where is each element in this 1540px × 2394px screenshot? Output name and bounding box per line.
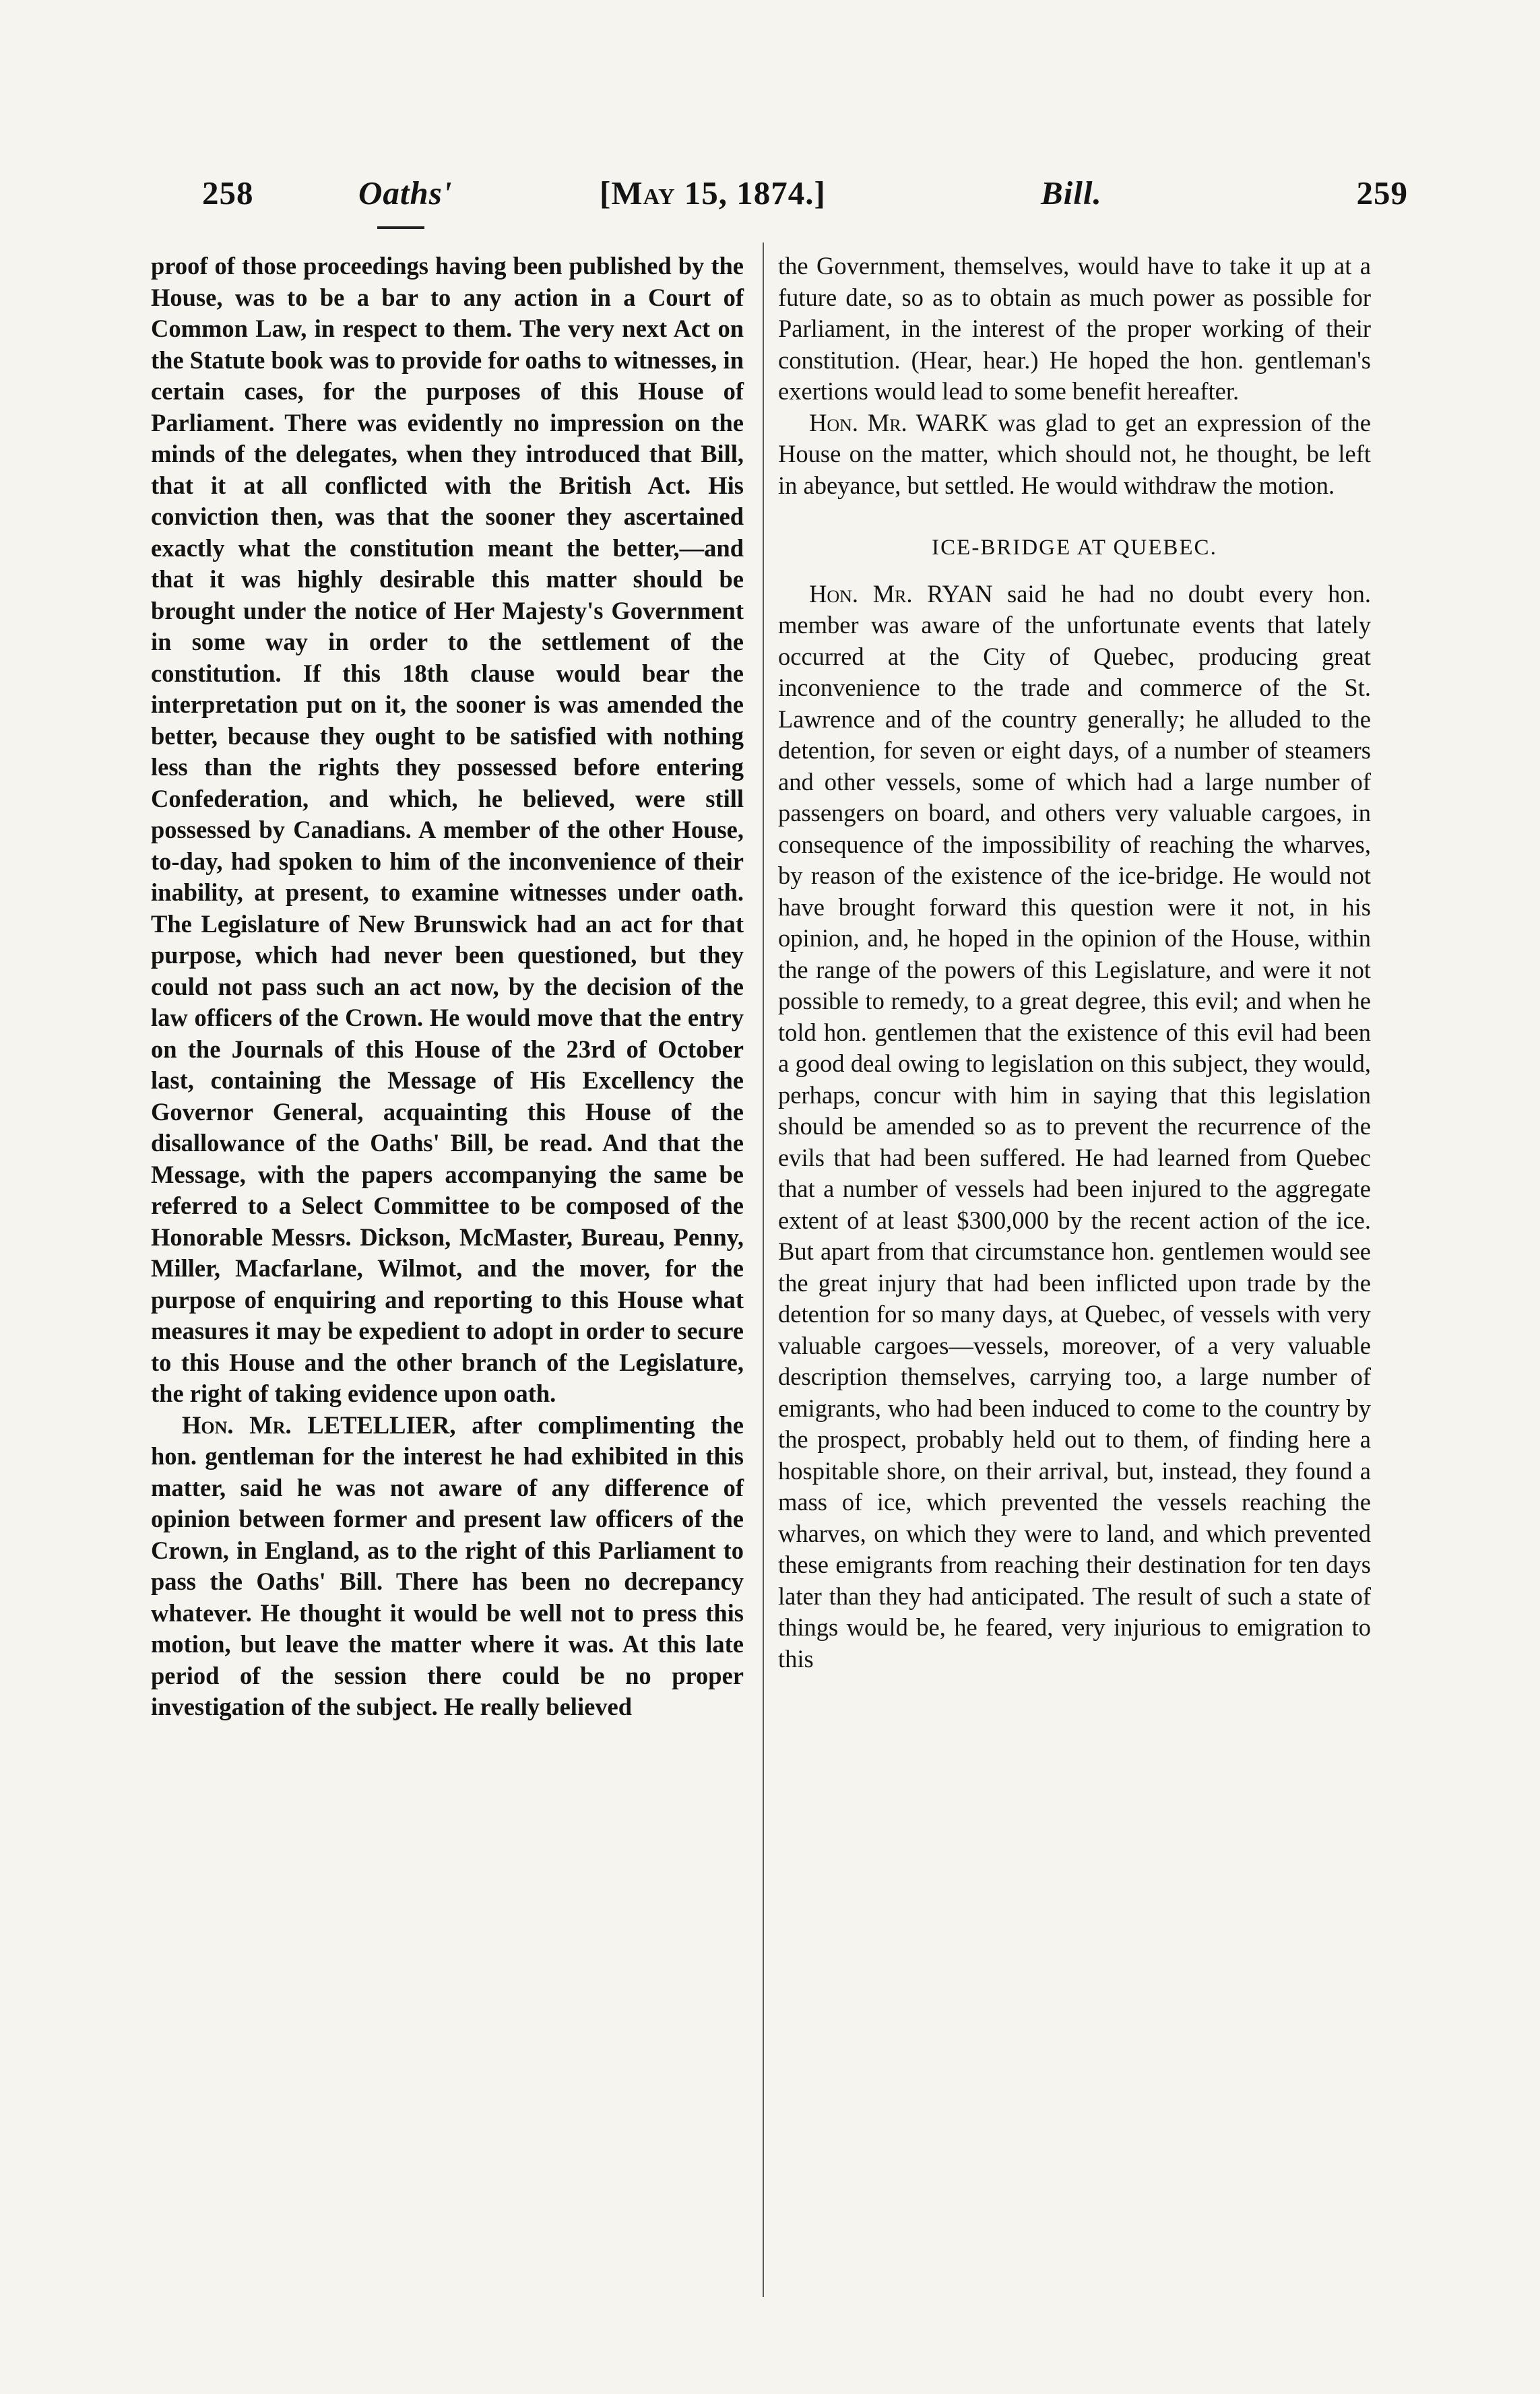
running-header <box>202 174 1408 228</box>
right-column <box>778 251 1371 1675</box>
ryan-speech: said he had no doubt every hon. member was aware of the unfortunate events that lately occurred at the City of Quebec, producing great inconvenience to the trade and commerce of the St. Lawrence and of the country generally; he alluded to the detention, for seven or eight days, of a number of steamers and other vessels, some of which had a large number of passengers on board, and others very valuable cargoes, in consequence of the impossibility of reaching the wharves, by reason of the existence of the ice-bridge. He would not have brought forward this question were it not, in his opinion, and, he hoped in the opinion of the House, within the range of the powers of this Legislature, and were it not possible to remedy, to a great degree, this evil; and when he told hon. gentlemen that the existence of this evil had been a good deal owing to legislation on this subject, they would, perhaps, concur with him in saying that this legislation should be amended so as to prevent the recurrence of the evils that had been suffered. He had learned from Quebec that a number of vessels had been injured to the aggregate extent of at least $300,000 by the recent action of the ice. But apart from that circumstance hon. gentlemen would see the great injury that had been inflicted upon trade by the detention for so many days, at Quebec, of vessels with very valuable cargoes—vessels, moreover, of a very valuable description themselves, carrying too, a large number of emigrants, who had been induced to come to the country by the prospect, probably held out to them, of finding here a hospitable shore, on their arrival, but, instead, they found a mass of ice, which prevented the vessels reaching the wharves, on which they were to land, and which prevented these emigrants from reaching their destination for ten days later than they had anticipated. The result of such a state of things would be, he feared, very injurious to emigration to this <box>778 579 1371 1673</box>
wark-paragraph <box>778 408 1371 502</box>
wark-speech: was glad to get an expression of the House on the matter, which should not, he thought, be left in abeyance, but settled. He would withdraw the motion. <box>778 408 1371 499</box>
header-rule <box>377 226 424 229</box>
right-paragraph-continued: the Government, themselves, would have to take it up at a future date, so as to obtain as much power as possible for Parliament, in the interest of the proper working of their constitution. (Hear, hear.) He hoped the hon. gentleman's exertions would lead to some benefit hereafter. <box>778 252 1371 405</box>
speaker-letellier: Hon. Mr. LETELLIER, <box>182 1411 456 1439</box>
speaker-ryan: Hon. Mr. RYAN <box>809 579 993 608</box>
letellier-paragraph <box>151 1410 744 1723</box>
left-column <box>151 251 744 1723</box>
header-date: [May 15, 1874.] <box>600 174 826 212</box>
right-page-number: 259 <box>1356 174 1408 212</box>
left-paragraph-continued: proof of those proceedings having been published by the House, was to be a bar to any action in a Court of Common Law, in respect to them. The very next Act on the Statute book was to provide for oaths to witnesses, in certain cases, for the purposes of this House of Parliament. There was evidently no impression on the minds of the delegates, when they introduced that Bill, that it at all conflicted with the British Act. His conviction then, was that the sooner they ascertained exactly what the constitution meant the better,—and that it was highly desirable this matter should be brought under the notice of Her Majesty's Government in some way in order to the settlement of the constitution. If this 18th clause would bear the interpretation put on it, the sooner is was amended the better, because they ought to be satisfied with nothing less than the rights they possessed before entering Confederation, and which, he believed, were still possessed by Canadians. A member of the other House, to-day, had spoken to him of the inconvenience of their inability, at present, to examine witnesses under oath. The Legislature of New Brunswick had an act for that purpose, which had never been questioned, but they could not pass such an act now, by the decision of the law officers of the Crown. He would move that the entry on the Journals of this House of the 23rd of October last, containing the Message of His Excellency the Governor General, acquainting this House of the disallowance of the Oaths' Bill, be read. And that the Message, with the papers accompanying the same be referred to a Select Committee to be composed of the Honorable Messrs. Dickson, McMaster, Bureau, Penny, Miller, Macfarlane, Wilmot, and the mover, for the purpose of enquiring and reporting to this House what measures it may be expedient to adopt in order to secure to this House and the other branch of the Legislature, the right of taking evidence upon oath. <box>151 252 744 1407</box>
left-running-title: Oaths' <box>358 174 453 212</box>
letellier-speech: after complimenting the hon. gentleman for the interest he had exhibited in this matter, said he was not aware of any difference of opinion between former and present law officers of the Crown, in England, as to the right of this Parliament to pass the Oaths' Bill. There has been no decrepancy whatever. He thought it would be well not to press this motion, but leave the matter where it was. At this late period of the session there could be no proper investigation of the subject. He really believed <box>151 1411 744 1720</box>
left-page-number: 258 <box>202 174 254 212</box>
ryan-paragraph <box>778 579 1371 1675</box>
right-running-title: Bill. <box>1041 174 1102 212</box>
speaker-wark: Hon. Mr. WARK <box>809 408 989 436</box>
column-divider <box>763 242 764 2297</box>
section-title-ice-bridge: ICE-BRIDGE AT QUEBEC. <box>932 536 1217 560</box>
